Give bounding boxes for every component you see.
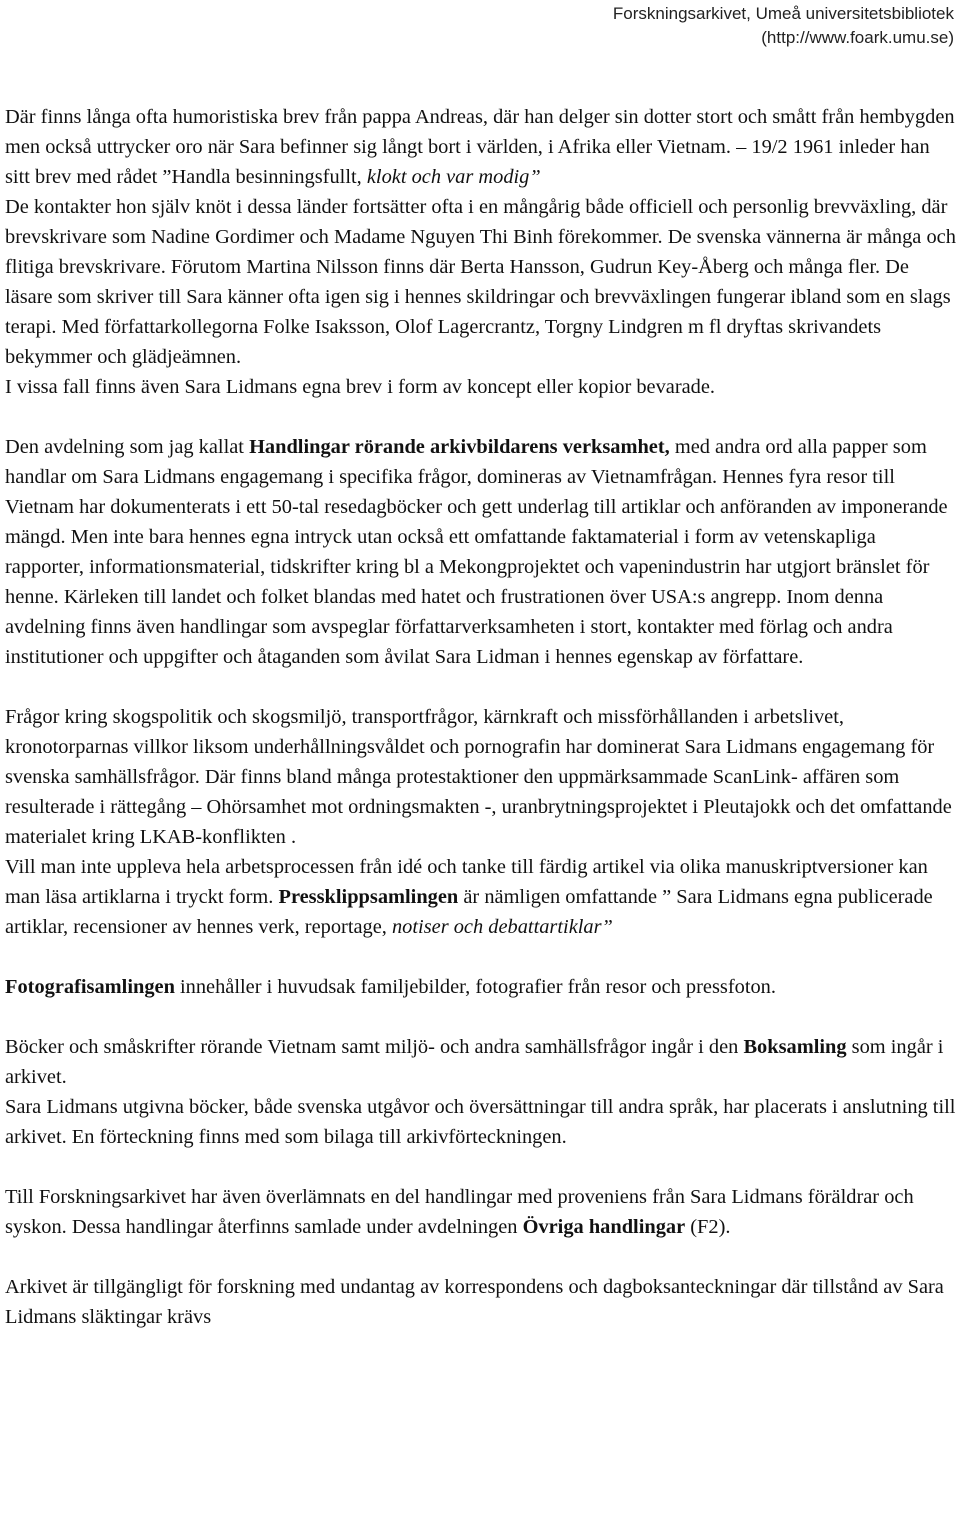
paragraph bbox=[5, 702, 959, 852]
header-url: (http://www.foark.umu.se) bbox=[761, 28, 954, 47]
text-run: Sara Lidmans utgivna böcker, både svenska utgåvor och översättningar till andra språk, har placerats i anslutning till arkivet. En förteckning finns med som bilaga till arkivförteckningen. bbox=[5, 1096, 956, 1148]
paragraph bbox=[5, 972, 959, 1002]
bold-term: Handlingar rörande arkivbildarens verksamhet, bbox=[249, 436, 670, 458]
header-institution: Forskningsarkivet, Umeå universitetsbibliotek bbox=[612, 4, 954, 23]
bold-term: Övriga handlingar bbox=[522, 1216, 686, 1238]
text-run: (F2). bbox=[685, 1216, 731, 1238]
paragraph bbox=[5, 1032, 959, 1092]
text-run: Frågor kring skogspolitik och skogsmiljö, transportfrågor, kärnkraft och missförhållanden i arbetslivet, kronotorparnas villkor liksom underhållningsvåldet och pornografin har dominerat Sara Lidmans engagemang för svenska samhällsfrågor. Där finns bland många protestaktioner den uppmärksammade ScanLink- affären som resulterade i rättegång – Ohörsamhet mot ordningsmakten -, uranbrytningsprojektet i Pleutajokk och det omfattande materialet kring LKAB-konflikten . bbox=[5, 706, 952, 848]
text-run: innehåller i huvudsak familjebilder, fotografier från resor och pressfoton. bbox=[174, 976, 776, 998]
text-run: med andra ord alla papper som handlar om Sara Lidmans engagemang i specifika frågor, domineras av Vietnamfrågan. Hennes fyra resor till Vietnam har dokumenterats i ett 50-tal resedagböcker och gett underlag till artiklar och anföranden av imponerande mängd. Men inte bara hennes egna intryck utan också ett omfattande faktamaterial i form av vetenskapliga rapporter, informationsmaterial, tidskrifter kring bl a Mekongprojektet och vapenindustrin har utgjort bränslet för henne. Kärleken till landet och folket blandas med hatet och frustrationen över USA:s angrepp. Inom denna avdelning finns även handlingar som avspeglar författarverksamheten i stort, kontakter med förlag och andra institutioner och uppgifter och åtaganden som åvilat Sara Lidman i hennes egenskap av författare. bbox=[5, 436, 948, 668]
text-run: Till Forskningsarkivet har även överlämnats en del handlingar med proveniens från Sara Lidmans föräldrar och syskon. Dessa handlingar återfinns samlade under avdelningen bbox=[5, 1186, 914, 1238]
paragraph bbox=[5, 1272, 959, 1332]
paragraph bbox=[5, 1092, 959, 1152]
document-body bbox=[5, 102, 959, 1332]
paragraph bbox=[5, 372, 959, 402]
paragraph bbox=[5, 852, 959, 942]
text-run: I vissa fall finns även Sara Lidmans egna brev i form av koncept eller kopior bevarade. bbox=[5, 376, 716, 398]
paragraph bbox=[5, 432, 959, 672]
text-run: som ingår i arkivet. bbox=[5, 1036, 944, 1088]
page-header bbox=[613, 2, 954, 50]
text-run: Arkivet är tillgängligt för forskning med undantag av korrespondens och dagboksanteckningar där tillstånd av Sara Lidmans släktingar krävs bbox=[5, 1276, 944, 1328]
text-run: är nämligen omfattande ” Sara Lidmans egna publicerade artiklar, recensioner av hennes verk, reportage, bbox=[5, 886, 933, 938]
paragraph bbox=[5, 102, 959, 192]
text-run: De kontakter hon själv knöt i dessa länder fortsätter ofta i en mångårig både officiell och personlig brevväxling, där brevskrivare som Nadine Gordimer och Madame Nguyen Thi Binh förekommer. De svenska vännerna är många och flitiga brevskrivare. Förutom Martina Nilsson finns där Berta Hansson, Gudrun Key-Åberg och många fler. De läsare som skriver till Sara känner ofta igen sig i hennes skildringar och brevväxlingen fungerar ibland som en slags terapi. Med författarkollegorna Folke Isaksson, Olof Lagercrantz, Torgny Lindgren m fl dryftas skrivandets bekymmer och glädjeämnen. bbox=[5, 196, 956, 368]
paragraph bbox=[5, 1182, 959, 1242]
paragraph bbox=[5, 192, 959, 372]
italic-quote: klokt och var modig” bbox=[366, 166, 541, 188]
text-run: Böcker och småskrifter rörande Vietnam samt miljö- och andra samhällsfrågor ingår i den bbox=[5, 1036, 744, 1058]
bold-term: Fotografisamlingen bbox=[5, 976, 175, 998]
text-run: Den avdelning som jag kallat bbox=[5, 436, 250, 458]
italic-quote: notiser och debattartiklar” bbox=[391, 916, 613, 938]
bold-term: Pressklippsamlingen bbox=[278, 886, 459, 908]
bold-term: Boksamling bbox=[743, 1036, 847, 1058]
text-run: Där finns långa ofta humoristiska brev från pappa Andreas, där han delger sin dotter stort och smått från hembygden men också uttrycker oro när Sara befinner sig långt bort i världen, i Afrika eller Vietnam. – 19/2 1961 inleder han sitt brev med rådet ”Handla besinningsfullt, bbox=[5, 106, 955, 188]
text-run: Vill man inte uppleva hela arbetsprocessen från idé och tanke till färdig artikel via olika manuskriptversioner kan man läsa artiklarna i tryckt form. bbox=[5, 856, 928, 908]
